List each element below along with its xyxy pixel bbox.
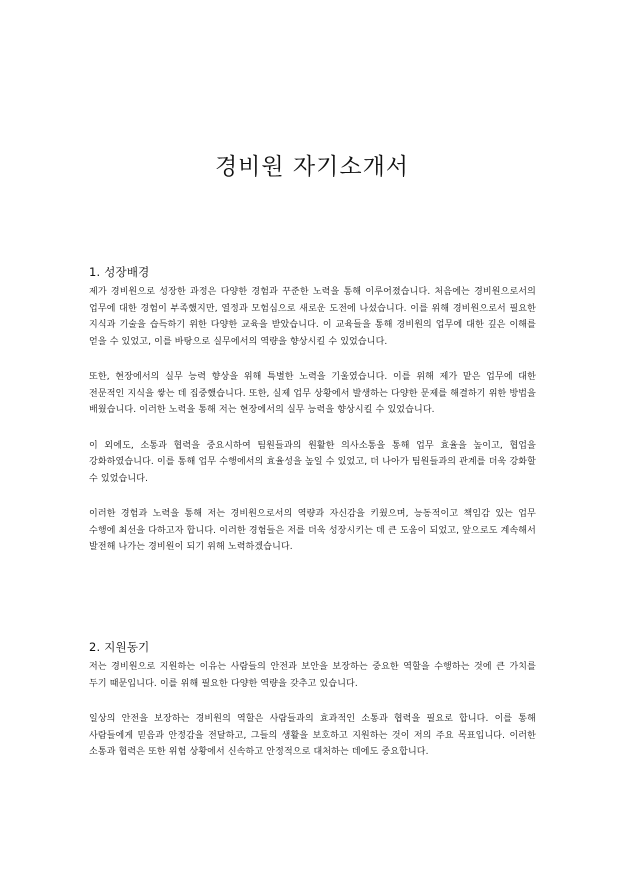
section-heading: 1. 성장배경 — [89, 265, 150, 279]
paragraph: 이 외에도, 소통과 협력을 중요시하여 팀원들과의 원활한 의사소통을 통해 업무 효율을 높이고, 협업을 강화하였습니다. 이를 통해 업무 수행에서의 효율성을 높일 수 있었고, 더 나아가 팀원들과의 관계를 더욱 강화할 수 있었습니다. — [89, 440, 536, 484]
section-growth-background — [89, 264, 536, 575]
section-heading: 2. 지원동기 — [89, 640, 150, 654]
paragraph: 또한, 현장에서의 실무 능력 향상을 위해 특별한 노력을 기울였습니다. 이를 위해 제가 맡은 업무에 대한 전문적인 지식을 쌓는 데 집중했습니다. 또한, 실제 업무 상황에서 발생하는 다양한 문제를 해결하기 위한 방법을 배웠습니다. 이러한 노력을 통해 저는 현장에서의 실무 능력을 향상시킬 수 있었습니다. — [89, 372, 536, 415]
paragraph: 저는 경비원으로 지원하는 이유는 사람들의 안전과 보안을 보장하는 중요한 역할을 수행하는 것에 큰 가치를 두기 때문입니다. 이를 위해 필요한 다양한 역량을 갖추고 있습니다. — [89, 662, 536, 689]
paragraph: 제가 경비원으로 성장한 과정은 다양한 경험과 꾸준한 노력을 통해 이루어졌습니다. 처음에는 경비원으로서의 업무에 대한 경험이 부족했지만, 열정과 모험심으로 새로운 도전에 나섰습니다. 이를 위해 경비원으로서 필요한 지식과 기술을 습득하기 위한 다양한 교육을 받았습니다. 이 교육들을 통해 경비원의 업무에 대한 깊은 이해를 얻을 수 있었고, 이를 바탕으로 실무에서의 역량을 향상시킬 수 있었습니다. — [89, 287, 536, 347]
section-motivation — [89, 639, 536, 780]
paragraph: 일상의 안전을 보장하는 경비원의 역할은 사람들과의 효과적인 소통과 협력을 필요로 합니다. 이를 통해 사람들에게 믿음과 안정감을 전달하고, 그들의 생활을 보호하고 지원하는 것이 저의 주요 목표입니다. 이러한 소통과 협력은 또한 위험 상황에서 신속하고 안정적으로 대처하는 데에도 중요합니다. — [89, 714, 536, 757]
document-title: 경비원 자기소개서 — [214, 154, 410, 180]
paragraph: 이러한 경험과 노력을 통해 저는 경비원으로서의 역량과 자신감을 키웠으며, 능동적이고 책임감 있는 업무 수행에 최선을 다하고자 합니다. 이러한 경험들은 저를 더욱 성장시키는 데 큰 도움이 되었고, 앞으로도 계속해서 발전해 나가는 경비원이 되기 위해 노력하겠습니다. — [89, 509, 536, 552]
